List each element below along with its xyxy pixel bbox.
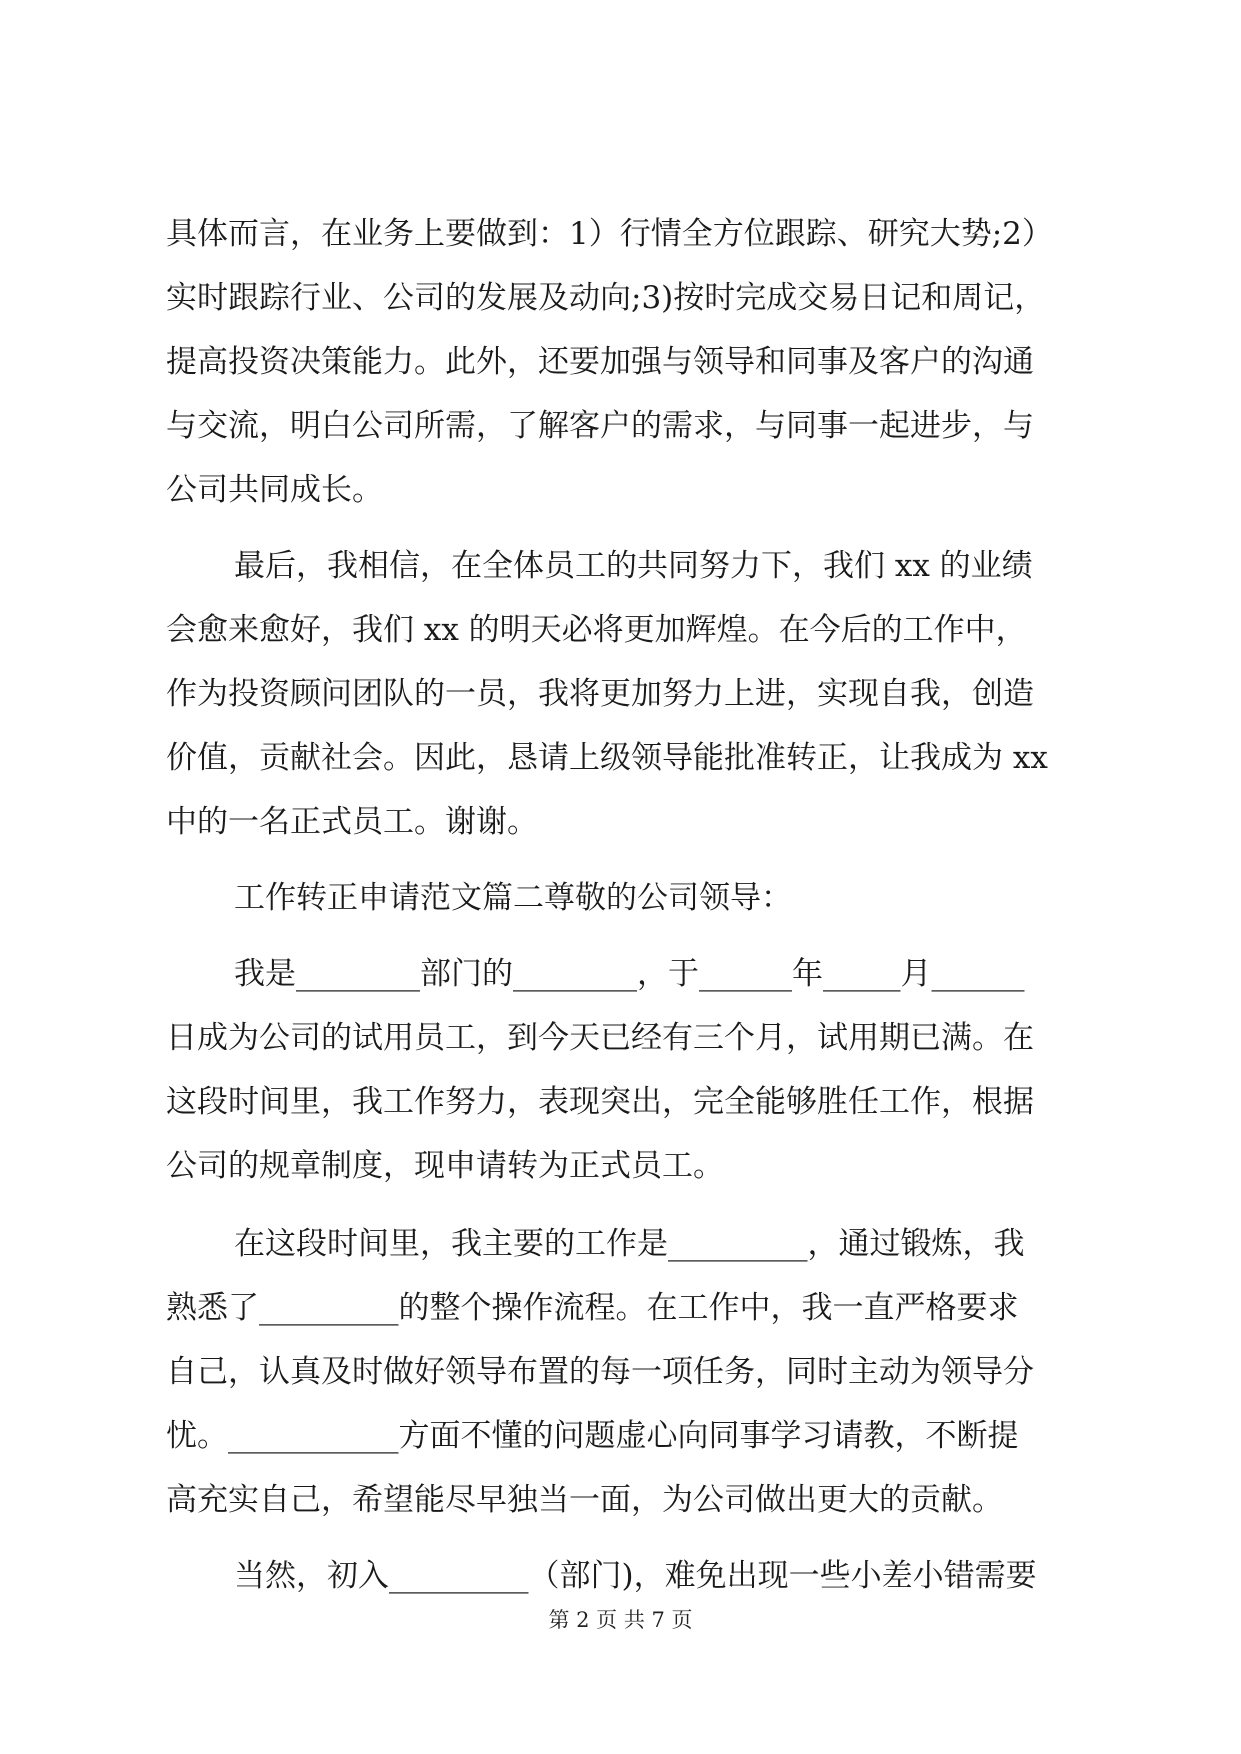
section-heading: 工作转正申请范文篇二尊敬的公司领导： — [234, 880, 792, 916]
text-line: 公司的规章制度，现申请转为正式员工。 — [166, 1148, 724, 1184]
text-line: 价值，贡献社会。因此，恳请上级领导能批准转正，让我成为 xx — [166, 740, 1048, 776]
page-number-footer: 第 2 页 共 7 页 — [548, 1608, 693, 1632]
text-line: 中的一名正式员工。谢谢。 — [166, 804, 538, 840]
text-line: 我是________部门的________，于______年_____月______ — [234, 956, 1025, 992]
text-line: 在这段时间里，我主要的工作是_________，通过锻炼，我 — [234, 1226, 1025, 1262]
text-line: 当然，初入_________（部门)，难免出现一些小差小错需要 — [234, 1558, 1037, 1594]
text-line: 忧。___________方面不懂的问题虚心向同事学习请教，不断提 — [166, 1418, 1019, 1454]
text-line: 最后，我相信，在全体员工的共同努力下，我们 xx 的业绩 — [234, 548, 1033, 584]
text-line: 日成为公司的试用员工，到今天已经有三个月，试用期已满。在 — [166, 1020, 1034, 1056]
text-line: 这段时间里，我工作努力，表现突出，完全能够胜任工作，根据 — [166, 1084, 1034, 1120]
text-line: 熟悉了_________的整个操作流程。在工作中，我一直严格要求 — [166, 1290, 1019, 1326]
text-line: 公司共同成长。 — [166, 472, 383, 508]
text-line: 提高投资决策能力。此外，还要加强与领导和同事及客户的沟通 — [166, 344, 1034, 380]
text-line: 自己，认真及时做好领导布置的每一项任务，同时主动为领导分 — [166, 1354, 1034, 1390]
text-line: 与交流，明白公司所需，了解客户的需求，与同事一起进步，与 — [166, 408, 1034, 444]
text-line: 会愈来愈好，我们 xx 的明天必将更加辉煌。在今后的工作中， — [166, 612, 1027, 648]
text-line: 作为投资顾问团队的一员，我将更加努力上进，实现自我，创造 — [166, 676, 1034, 712]
text-line: 实时跟踪行业、公司的发展及动向;3)按时完成交易日记和周记， — [166, 280, 1046, 316]
text-line: 高充实自己，希望能尽早独当一面，为公司做出更大的贡献。 — [166, 1482, 1003, 1518]
text-line: 具体而言，在业务上要做到：1）行情全方位跟踪、研究大势;2） — [166, 216, 1053, 252]
